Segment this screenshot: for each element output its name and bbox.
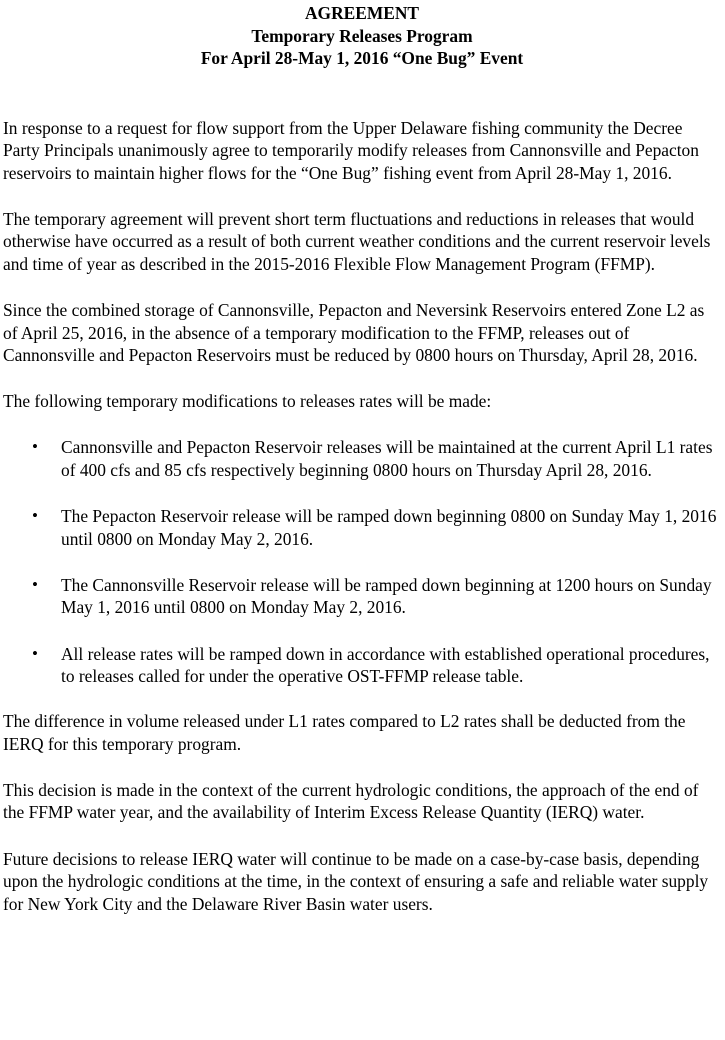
document-header xyxy=(3,2,721,70)
list-item xyxy=(3,574,721,619)
modifications-list xyxy=(3,436,721,687)
document-subtitle: Temporary Releases Program xyxy=(251,25,473,46)
paragraph-modifications-intro: The following temporary modifications to releases rates will be made: xyxy=(3,391,492,412)
paragraph-temporary-agreement: The temporary agreement will prevent short term fluctuations and reductions in releases that would otherwise have occurred as a result of both current weather conditions and the current reservoir levels and time of year as described in the 2015-2016 Flexible Flow Management Program (FFMP). xyxy=(3,208,711,274)
paragraph-storage-zone: Since the combined storage of Cannonsville, Pepacton and Neversink Reservoirs entered Zone L2 as of April 25, 2016, in the absence of a temporary modification to the FFMP, releases out of Cannonsville and Pepacton Reservoirs must be reduced by 0800 hours on Thursday, April 28, 2016. xyxy=(3,300,705,366)
list-item-text: All release rates will be ramped down in accordance with established operational procedures, to releases called for under the operative OST-FFMP release table. xyxy=(61,643,710,687)
bullet-glyph: • xyxy=(32,437,38,457)
list-item xyxy=(3,505,721,550)
bullet-glyph: • xyxy=(32,506,38,526)
document-page xyxy=(3,2,721,915)
list-item xyxy=(3,436,721,481)
paragraph-request: In response to a request for flow support from the Upper Delaware fishing community the Decree Party Principals unanimously agree to temporarily modify releases from Cannonsville and Pepacton reservoirs to maintain higher flows for the “One Bug” fishing event from April 28-May 1, 2016. xyxy=(3,117,699,183)
paragraph-decision-context: This decision is made in the context of the current hydrologic conditions, the approach of the end of the FFMP water year, and the availability of Interim Excess Release Quantity (IERQ) water. xyxy=(3,779,699,823)
document-event-line: For April 28-May 1, 2016 “One Bug” Event xyxy=(200,48,524,68)
list-item-text: The Pepacton Reservoir release will be ramped down beginning 0800 on Sunday May 1, 2016 until 0800 on Monday May 2, 2016. xyxy=(61,506,717,549)
paragraph-volume-difference: The difference in volume released under L1 rates compared to L2 rates shall be deducted from the IERQ for this temporary program. xyxy=(3,711,686,754)
document-title: AGREEMENT xyxy=(304,3,419,23)
list-item xyxy=(3,643,721,688)
list-item-text: Cannonsville and Pepacton Reservoir releases will be maintained at the current April L1 rates of 400 cfs and 85 cfs respectively beginning 0800 hours on Thursday April 28, 2016. xyxy=(61,437,713,481)
list-item-text: The Cannonsville Reservoir release will be ramped down beginning at 1200 hours on Sunday May 1, 2016 until 0800 on Monday May 2, 2016. xyxy=(61,574,712,618)
bullet-glyph: • xyxy=(32,643,38,663)
paragraph-future-decisions: Future decisions to release IERQ water will continue to be made on a case-by-case basis, depending upon the hydrologic conditions at the time, in the context of ensuring a safe and reliable water supply for New York City and the Delaware River Basin water users. xyxy=(3,848,709,914)
bullet-glyph: • xyxy=(32,574,38,594)
